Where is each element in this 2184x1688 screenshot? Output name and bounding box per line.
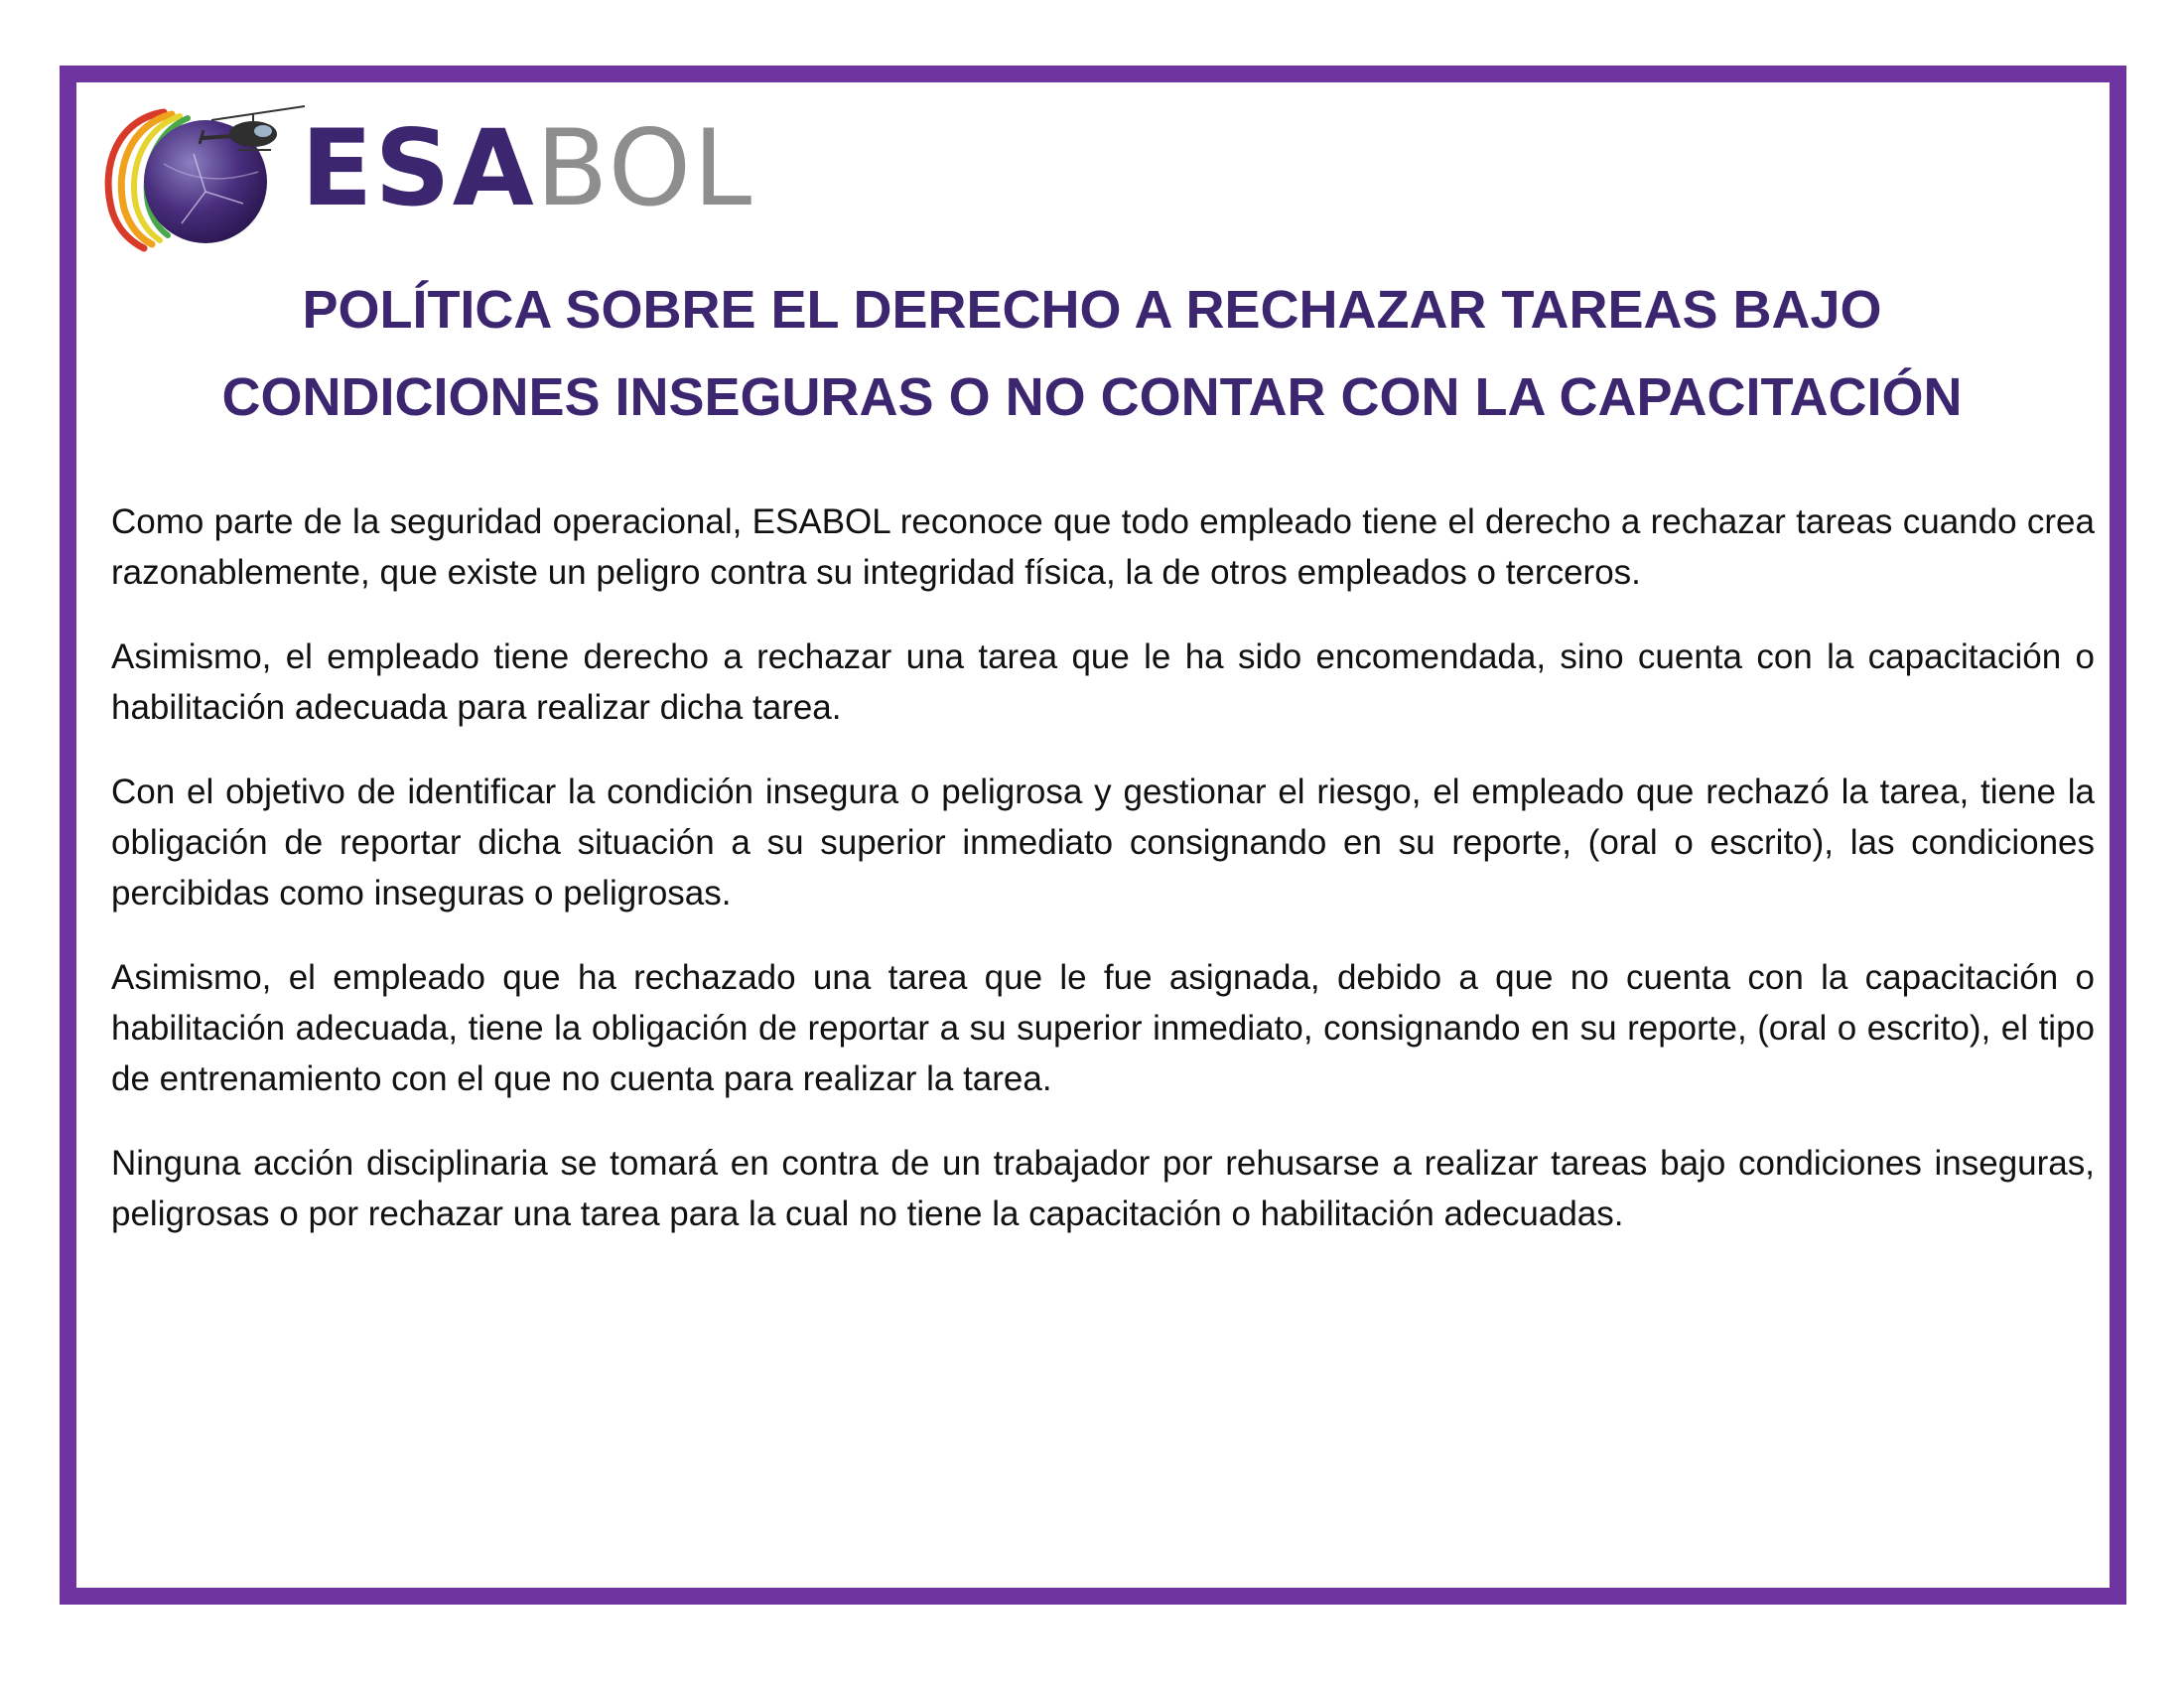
title-line-2: CONDICIONES INSEGURAS O NO CONTAR CON LA CAPACITACIÓN bbox=[221, 367, 1963, 427]
document-title bbox=[99, 266, 2085, 441]
title-line-1: POLÍTICA SOBRE EL DERECHO A RECHAZAR TAREAS BAJO bbox=[302, 280, 1882, 340]
paragraph: Ninguna acción disciplinaria se tomará en contra de un trabajador por rehusarse a realizar tareas bajo condiciones inseguras, peligrosas o por rechazar una tarea para la cual no tiene la capacitación o habilitación adecuadas. bbox=[111, 1144, 2095, 1233]
logo-text-bol: BOL bbox=[535, 107, 754, 229]
paragraph: Como parte de la seguridad operacional, ESABOL reconoce que todo empleado tiene el derecho a rechazar tareas cuando crea razonablemente, que existe un peligro contra su integridad física, la de otros empleados o terceros. bbox=[111, 502, 2095, 592]
paragraph: Asimismo, el empleado que ha rechazado una tarea que le fue asignada, debido a que no cuenta con la capacitación o habilitación adecuada, tiene la obligación de reportar a su superior inmediato, consignando en su reporte, (oral o escrito), el tipo de entrenamiento con el que no cuenta para realizar la tarea. bbox=[111, 958, 2095, 1098]
paragraph: Con el objetivo de identificar la condición insegura o peligrosa y gestionar el riesgo, el empleado que rechazó la tarea, tiene la obligación de reportar dicha situación a su superior inmediato consignando en su reporte, (oral o escrito), las condiciones percibidas como inseguras o peligrosas. bbox=[111, 773, 2095, 913]
paragraph: Asimismo, el empleado tiene derecho a rechazar una tarea que le ha sido encomendada, sino cuenta con la capacitación o habilitación adecuada para realizar dicha tarea. bbox=[111, 637, 2095, 727]
logo-text-esa: ESA bbox=[301, 107, 536, 229]
document-body bbox=[111, 496, 2095, 1273]
company-logo bbox=[94, 94, 754, 253]
logo-wordmark bbox=[301, 107, 754, 229]
globe-helicopter-emblem-icon bbox=[94, 94, 308, 253]
